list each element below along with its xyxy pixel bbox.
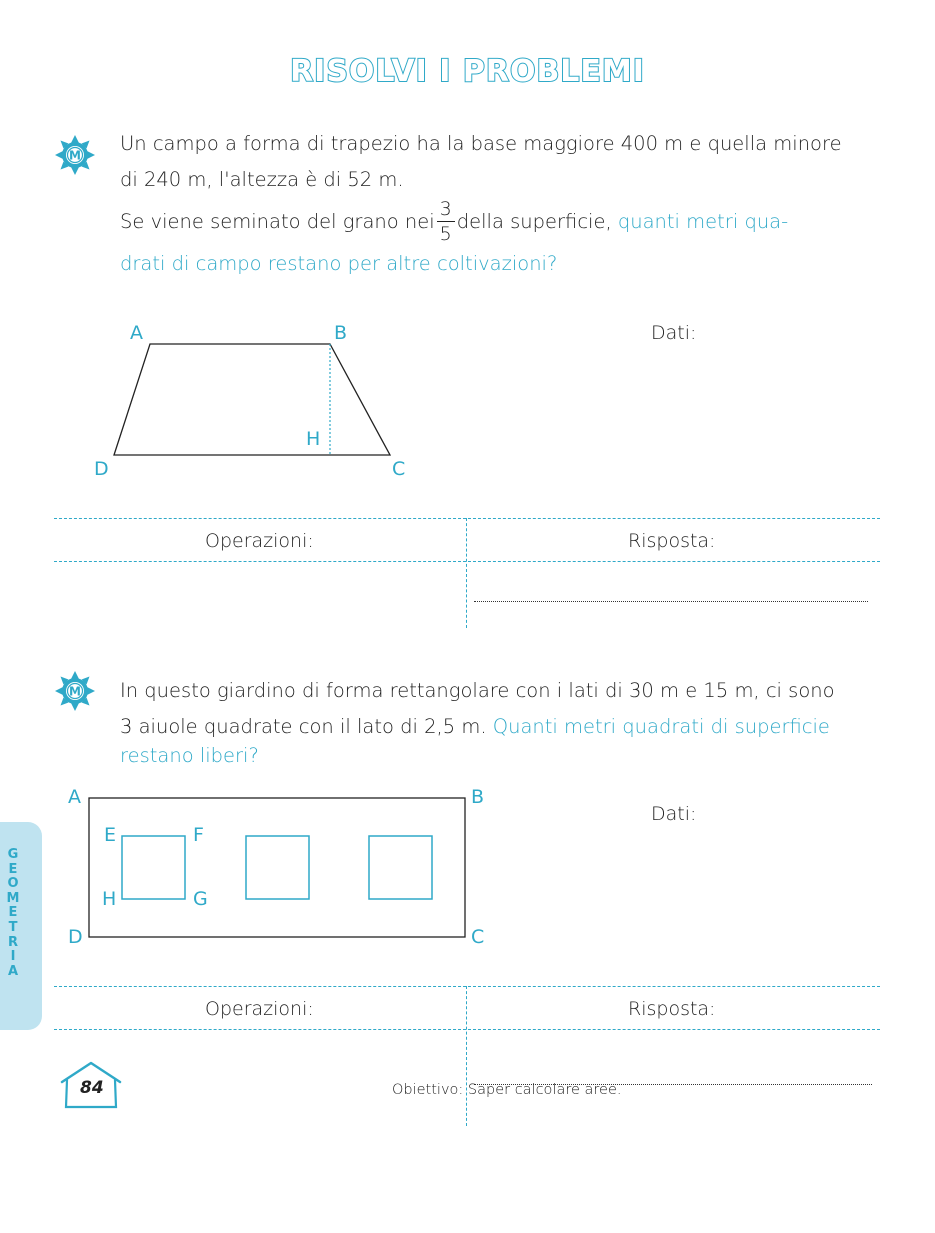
trap-label-d: D: [94, 458, 109, 480]
problem1-question-a: quanti metri qua-: [617, 210, 789, 233]
problem2-question-a: Quanti metri quadrati di superficie: [492, 715, 830, 738]
grid2-top-line: [54, 986, 880, 987]
problem2-risposta-label: Risposta:: [628, 998, 716, 1020]
problem1-line3-post: della superficie,: [456, 210, 612, 233]
flowerbed-2: [246, 836, 309, 899]
trap-label-h: H: [306, 428, 321, 450]
trap-label-c: C: [392, 458, 406, 480]
garden-label-g: G: [193, 888, 208, 910]
trap-label-a: A: [130, 322, 143, 344]
fraction-denominator: 5: [439, 223, 452, 245]
footer-objective: Obiettivo: Saper calcolare aree.: [392, 1082, 622, 1098]
problem2-line2-pre: 3 aiuole quadrate con il lato di 2,5 m.: [120, 715, 487, 738]
problem2-dati-label: Dati:: [651, 803, 697, 825]
problem2-operazioni-label: Operazioni:: [205, 998, 314, 1020]
garden-label-h: H: [102, 888, 117, 910]
garden-label-d: D: [68, 926, 83, 948]
problem2-question-b: restano liberi?: [120, 744, 259, 767]
problem1-line2: di 240 m, l'altezza è di 52 m.: [120, 168, 404, 191]
grid2-header-line: [54, 1029, 880, 1030]
problem1-line1: Un campo a forma di trapezio ha la base maggiore 400 m e quella minore: [120, 132, 842, 155]
flowerbed-1: [122, 836, 185, 899]
garden-label-e: E: [104, 824, 117, 846]
garden-label-f: F: [193, 824, 204, 846]
fraction-numerator: 3: [437, 200, 455, 222]
trap-label-b: B: [334, 322, 348, 344]
problem1-question-b: drati di campo restano per altre coltivazioni?: [120, 252, 558, 275]
problem2-line1: In questo giardino di forma rettangolare con i lati di 30 m e 15 m, ci sono: [120, 679, 835, 702]
badge-letter: M: [69, 148, 81, 163]
garden-label-c: C: [471, 926, 485, 948]
problem1-dati-label: Dati:: [651, 322, 697, 344]
garden-label-b: B: [471, 786, 485, 808]
page-title: RISOLVI I PROBLEMI: [290, 54, 645, 89]
flowerbed-3: [369, 836, 432, 899]
problem1-operazioni-label: Operazioni:: [205, 530, 314, 552]
side-tab-label: G E O M E T R I A: [6, 847, 20, 979]
garden-label-a: A: [68, 786, 81, 808]
badge-letter: M: [69, 684, 81, 699]
problem1-line3-pre: Se viene seminato del grano nei: [120, 210, 435, 233]
grid2-divider: [466, 986, 467, 1126]
page-number: 84: [80, 1078, 104, 1098]
problem1-risposta-label: Risposta:: [628, 530, 716, 552]
